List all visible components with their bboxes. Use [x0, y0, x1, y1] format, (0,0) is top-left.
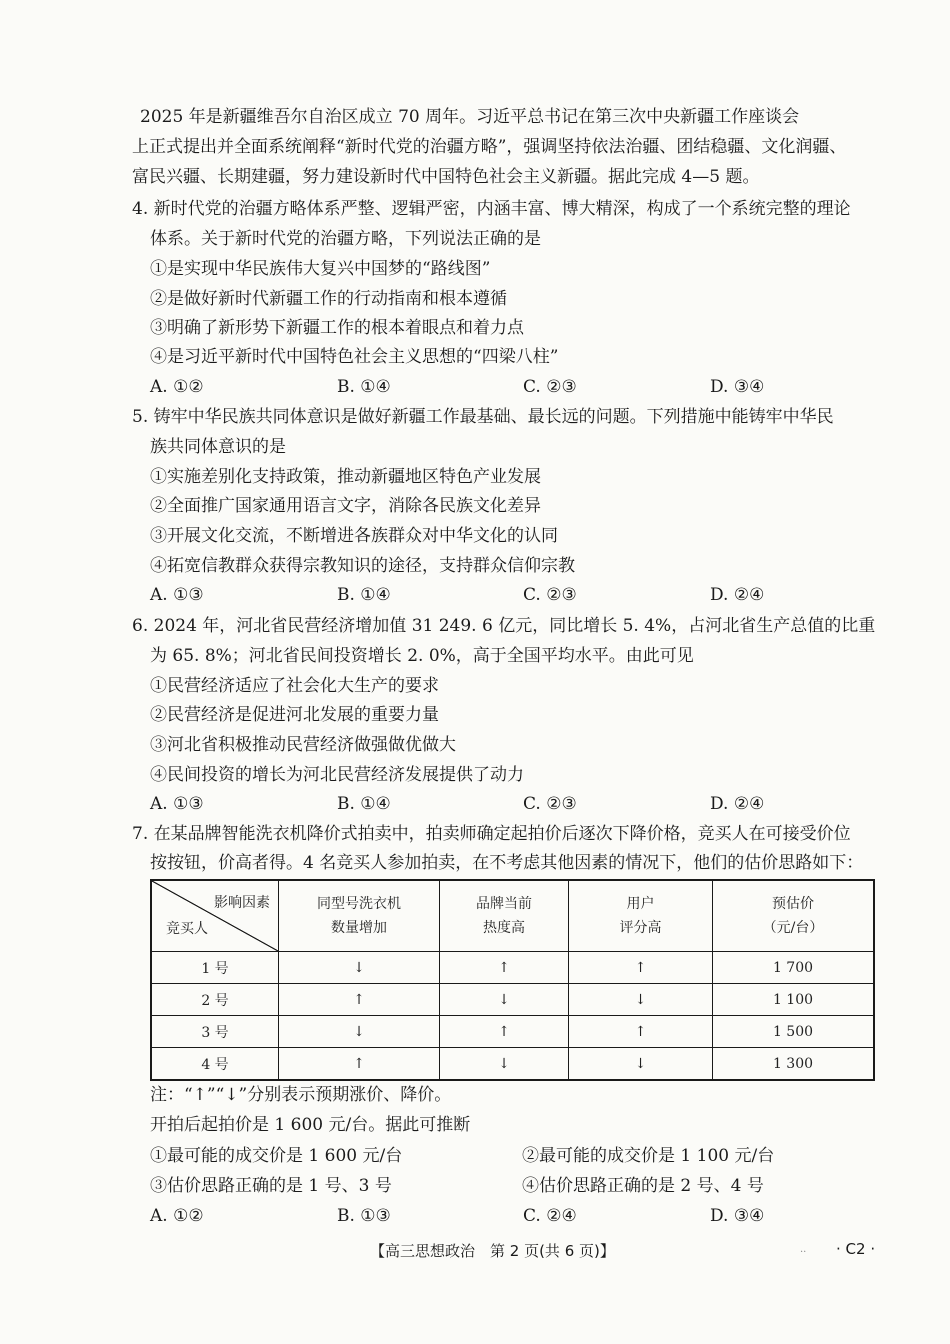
trend-arrow-icon: ↓ — [569, 984, 713, 1016]
footer-page-info: 【高三思想政治 第 2 页(共 6 页)】 — [370, 1242, 615, 1260]
q5-choice-a[interactable]: A. ①③ — [150, 585, 204, 605]
trend-arrow-icon: ↑ — [279, 984, 440, 1016]
intro-line: 2025 年是新疆维吾尔自治区成立 70 周年。习近平总书记在第三次中央新疆工作座谈会 — [140, 107, 800, 127]
q7-choice-b[interactable]: B. ①③ — [337, 1206, 391, 1226]
trend-arrow-icon: ↑ — [569, 952, 713, 984]
q6-option: ②民营经济是促进河北发展的重要力量 — [150, 705, 439, 725]
q4-stem: 4. 新时代党的治疆方略体系严整、逻辑严密，内涵丰富、博大精深，构成了一个系统完整的理论 — [132, 199, 851, 219]
q7-option: ③估价思路正确的是 1 号、3 号 — [150, 1176, 392, 1196]
q5-stem-cont: 族共同体意识的是 — [150, 437, 286, 457]
header-cell — [713, 880, 875, 952]
q6-option: ③河北省积极推动民营经济做强做优做大 — [150, 735, 456, 755]
q4-option: ③明确了新形势下新疆工作的根本着眼点和着力点 — [150, 318, 524, 338]
header-line: 热度高 — [483, 920, 525, 936]
q5-choice-b[interactable]: B. ①④ — [337, 585, 391, 605]
trend-arrow-icon: ↓ — [569, 1048, 713, 1081]
price-cell: 1 100 — [713, 984, 875, 1016]
intro-line: 富民兴疆、长期建疆，努力建设新时代中国特色社会主义新疆。据此完成 4—5 题。 — [132, 167, 760, 187]
q5-option: ④拓宽信教群众获得宗教知识的途径，支持群众信仰宗教 — [150, 556, 575, 576]
q4-choice-d[interactable]: D. ③④ — [710, 377, 765, 397]
price-cell: 1 500 — [713, 1016, 875, 1048]
q5-option: ③开展文化交流，不断增进各族群众对中华文化的认同 — [150, 526, 558, 546]
header-line: 品牌当前 — [476, 896, 532, 912]
q6-option: ①民营经济适应了社会化大生产的要求 — [150, 676, 439, 696]
q5-option: ①实施差别化支持政策，推动新疆地区特色产业发展 — [150, 467, 541, 487]
q4-option: ①是实现中华民族伟大复兴中国梦的“路线图” — [150, 259, 491, 279]
header-line: 用户 — [626, 896, 655, 912]
q6-stem-cont: 为 65. 8%；河北省民间投资增长 2. 0%，高于全国平均水平。由此可见 — [150, 646, 694, 666]
q4-stem-cont: 体系。关于新时代党的治疆方略，下列说法正确的是 — [150, 229, 541, 249]
q7-stem-cont: 按按钮，价高者得。4 名竞买人参加拍卖，在不考虑其他因素的情况下，他们的估价思路如下： — [150, 853, 864, 873]
corner-top-label: 影响因素 — [214, 895, 270, 911]
trend-arrow-icon: ↓ — [279, 1016, 440, 1048]
bidder-cell: 2 号 — [151, 984, 279, 1016]
trend-arrow-icon: ↑ — [440, 1016, 569, 1048]
footer-dots: .. — [800, 1244, 807, 1255]
q6-choice-c[interactable]: C. ②③ — [523, 794, 577, 814]
q5-option: ②全面推广国家通用语言文字，消除各民族文化差异 — [150, 496, 541, 516]
table-row — [151, 984, 874, 1016]
trend-arrow-icon: ↓ — [440, 984, 569, 1016]
q5-stem: 5. 铸牢中华民族共同体意识是做好新疆工作最基础、最长远的问题。下列措施中能铸牢中华民 — [132, 407, 834, 427]
trend-arrow-icon: ↑ — [569, 1016, 713, 1048]
table-corner-cell — [151, 880, 279, 952]
q4-option: ④是习近平新时代中国特色社会主义思想的“四梁八柱” — [150, 347, 559, 367]
bidder-cell: 3 号 — [151, 1016, 279, 1048]
header-line: 评分高 — [619, 920, 662, 936]
q7-option: ④估价思路正确的是 2 号、4 号 — [522, 1176, 764, 1196]
header-line: 数量增加 — [331, 920, 387, 936]
bidder-cell: 1 号 — [151, 952, 279, 984]
price-cell: 1 700 — [713, 952, 875, 984]
q7-choice-d[interactable]: D. ③④ — [710, 1206, 765, 1226]
q5-choice-c[interactable]: C. ②③ — [523, 585, 577, 605]
header-line: 预估价 — [772, 896, 814, 912]
table-row — [151, 1048, 874, 1081]
trend-arrow-icon: ↑ — [279, 1048, 440, 1081]
table-row — [151, 952, 874, 984]
q7-option: ①最可能的成交价是 1 600 元/台 — [150, 1146, 403, 1166]
q6-choice-a[interactable]: A. ①③ — [150, 794, 204, 814]
q7-note: 注：“↑”“↓”分别表示预期涨价、降价。 — [150, 1085, 452, 1105]
q7-choice-a[interactable]: A. ①② — [150, 1206, 204, 1226]
header-line: 同型号洗衣机 — [317, 896, 401, 912]
header-cell — [569, 880, 713, 952]
bidder-table — [150, 879, 875, 1081]
footer-code: · C2 · — [836, 1240, 876, 1258]
trend-arrow-icon: ↑ — [440, 952, 569, 984]
q7-start-price: 开拍后起拍价是 1 600 元/台。据此可推断 — [150, 1115, 471, 1135]
bidder-cell: 4 号 — [151, 1048, 279, 1081]
corner-bottom-label: 竞买人 — [166, 921, 208, 937]
trend-arrow-icon: ↓ — [279, 952, 440, 984]
q7-choice-c[interactable]: C. ②④ — [523, 1206, 577, 1226]
price-cell: 1 300 — [713, 1048, 875, 1081]
q6-option: ④民间投资的增长为河北民营经济发展提供了动力 — [150, 765, 524, 785]
q4-option: ②是做好新时代新疆工作的行动指南和根本遵循 — [150, 289, 507, 309]
q7-stem: 7. 在某品牌智能洗衣机降价式拍卖中，拍卖师确定起拍价后逐次下降价格，竞买人在可接受价位 — [132, 824, 851, 844]
q5-choice-d[interactable]: D. ②④ — [710, 585, 765, 605]
q4-choice-a[interactable]: A. ①② — [150, 377, 204, 397]
intro-line: 上正式提出并全面系统阐释“新时代党的治疆方略”，强调坚持依法治疆、团结稳疆、文化润疆、 — [132, 137, 847, 157]
header-cell — [440, 880, 569, 952]
q7-option: ②最可能的成交价是 1 100 元/台 — [522, 1146, 775, 1166]
header-line: （元/台） — [762, 920, 824, 936]
q4-choice-b[interactable]: B. ①④ — [337, 377, 391, 397]
q6-choice-d[interactable]: D. ②④ — [710, 794, 765, 814]
header-cell — [279, 880, 440, 952]
trend-arrow-icon: ↓ — [440, 1048, 569, 1081]
q4-choice-c[interactable]: C. ②③ — [523, 377, 577, 397]
q6-choice-b[interactable]: B. ①④ — [337, 794, 391, 814]
q6-stem: 6. 2024 年，河北省民营经济增加值 31 249. 6 亿元，同比增长 5. 4%，占河北省生产总值的比重 — [132, 616, 876, 636]
table-row — [151, 1016, 874, 1048]
table-header-row — [151, 880, 874, 952]
